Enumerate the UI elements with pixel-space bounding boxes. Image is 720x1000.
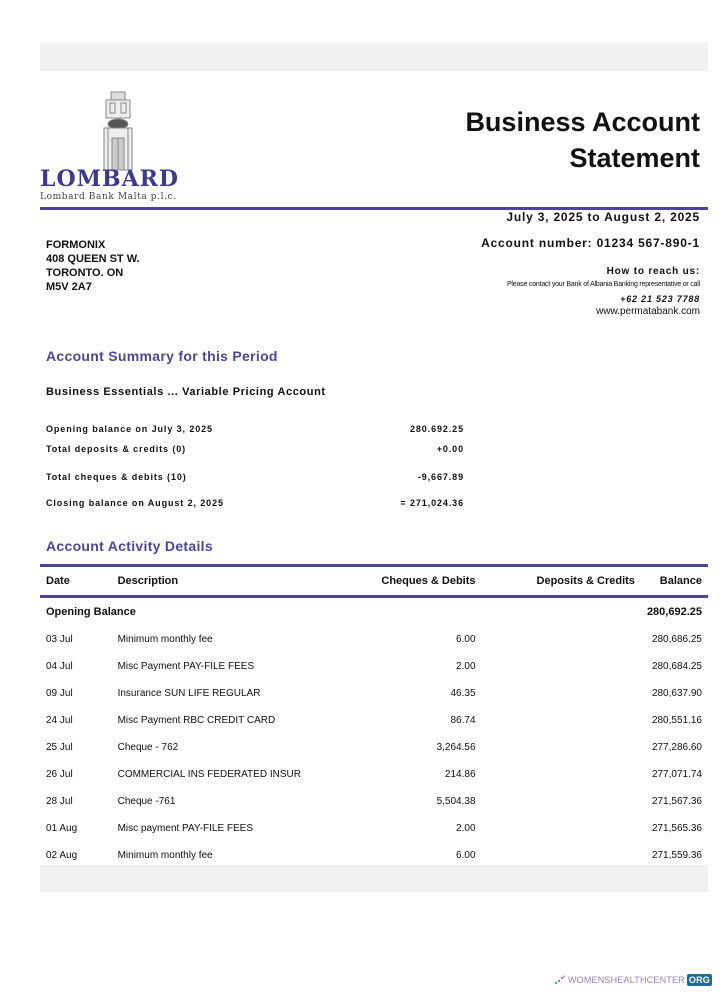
row-balance: 271,559.36	[651, 850, 702, 861]
bottom-gray-bar	[40, 865, 708, 892]
row-date: 03 Jul	[46, 634, 73, 645]
table-row	[40, 680, 708, 707]
summary-value: -9,667.89	[417, 472, 464, 482]
row-date: 28 Jul	[46, 796, 73, 807]
row-description: Minimum monthly fee	[117, 634, 213, 645]
opening-balance: 280,692.25	[646, 606, 702, 618]
summary-label: Opening balance on July 3, 2025	[46, 424, 213, 434]
column-credits: Deposits & Credits	[482, 566, 641, 597]
row-debit: 86.74	[450, 715, 476, 726]
summary-value: +0.00	[436, 444, 464, 454]
table-row	[40, 815, 708, 842]
row-description: Minimum monthly fee	[117, 850, 213, 861]
opening-label: Opening Balance	[46, 606, 136, 618]
table-row	[40, 788, 708, 815]
row-date: 02 Aug	[46, 850, 78, 861]
bank-subtitle: Lombard Bank Malta p.l.c.	[40, 192, 177, 202]
top-gray-bar	[40, 43, 708, 71]
contact-heading: How to reach us:	[606, 266, 700, 277]
column-date: Date	[40, 566, 112, 597]
column-balance: Balance	[641, 566, 708, 597]
table-row	[40, 707, 708, 734]
row-credit	[482, 626, 641, 653]
customer-address	[46, 238, 140, 294]
contact-website[interactable]: www.permatabank.com	[596, 306, 700, 317]
row-description: Misc Payment RBC CREDIT CARD	[117, 715, 276, 726]
row-description: Cheque -761	[117, 796, 176, 807]
row-debit: 3,264.56	[436, 742, 476, 753]
summary-heading: Account Summary for this Period	[46, 348, 278, 364]
statement-period: July 3, 2025 to August 2, 2025	[506, 210, 700, 224]
row-balance: 280,686.25	[651, 634, 702, 645]
row-balance: 280,551.16	[651, 715, 702, 726]
row-description: Insurance SUN LIFE REGULAR	[117, 688, 261, 699]
row-debit: 46.35	[450, 688, 476, 699]
row-balance: 280,684.25	[651, 661, 702, 672]
summary-value: = 271,024.36	[400, 498, 464, 508]
row-date: 26 Jul	[46, 769, 73, 780]
row-debit: 6.00	[456, 634, 476, 645]
table-row	[40, 761, 708, 788]
row-debit: 6.00	[456, 850, 476, 861]
summary-label: Closing balance on August 2, 2025	[46, 498, 224, 508]
watermark-text: WOMENSHEALTHCENTER	[567, 975, 685, 985]
column-description: Description	[112, 566, 347, 597]
row-date: 01 Aug	[46, 823, 78, 834]
row-credit	[482, 707, 641, 734]
postal-code: M5V 2A7	[46, 281, 92, 293]
account-type: Business Essentials ... Variable Pricing Account	[46, 386, 326, 398]
activity-table	[40, 564, 708, 869]
address-line-2: TORONTO. ON	[46, 267, 124, 279]
watermark-badge: ORG	[688, 975, 710, 985]
row-debit: 214.86	[444, 769, 476, 780]
row-debit: 2.00	[456, 661, 476, 672]
row-balance: 271,565.36	[651, 823, 702, 834]
account-number: Account number: 01234 567-890-1	[481, 236, 700, 250]
row-credit	[482, 788, 641, 815]
row-date: 09 Jul	[46, 688, 73, 699]
bank-name: LOMBARD	[40, 166, 180, 192]
opening-balance-row	[40, 597, 708, 627]
summary-label: Total deposits & credits (0)	[46, 444, 187, 454]
row-description: Cheque - 762	[117, 742, 179, 753]
column-debits: Cheques & Debits	[347, 566, 482, 597]
table-header-row	[40, 566, 708, 597]
row-balance: 277,071.74	[651, 769, 702, 780]
watermark-logo	[554, 974, 712, 986]
summary-label: Total cheques & debits (10)	[46, 472, 187, 482]
table-row	[40, 734, 708, 761]
row-balance: 271,567.36	[651, 796, 702, 807]
row-description: Misc payment PAY-FILE FEES	[117, 823, 254, 834]
table-row	[40, 626, 708, 653]
row-description: COMMERCIAL INS FEDERATED INSUR	[117, 769, 301, 780]
table-row	[40, 653, 708, 680]
building-icon	[96, 90, 140, 172]
row-date: 24 Jul	[46, 715, 73, 726]
row-credit	[482, 734, 641, 761]
row-credit	[482, 680, 641, 707]
row-debit: 5,504.38	[436, 796, 476, 807]
row-credit	[482, 653, 641, 680]
activity-heading: Account Activity Details	[46, 538, 213, 554]
contact-text: Please contact your Bank of Albania Banking representative or call	[506, 281, 700, 288]
row-description: Misc Payment PAY-FILE FEES	[117, 661, 255, 672]
title-line-1: Business Account	[465, 107, 700, 137]
title-line-2: Statement	[569, 143, 700, 173]
row-balance: 277,286.60	[651, 742, 702, 753]
customer-name: FORMONIX	[46, 239, 106, 251]
row-date: 25 Jul	[46, 742, 73, 753]
address-line-1: 408 QUEEN ST W.	[46, 253, 140, 265]
row-credit	[482, 761, 641, 788]
row-credit	[482, 815, 641, 842]
row-balance: 280,637.90	[651, 688, 702, 699]
row-date: 04 Jul	[46, 661, 73, 672]
contact-phone: +62 21 523 7788	[620, 294, 700, 304]
summary-value: 280.692.25	[409, 424, 464, 434]
page-title	[465, 104, 700, 176]
row-debit: 2.00	[456, 823, 476, 834]
dots-icon	[554, 975, 566, 985]
